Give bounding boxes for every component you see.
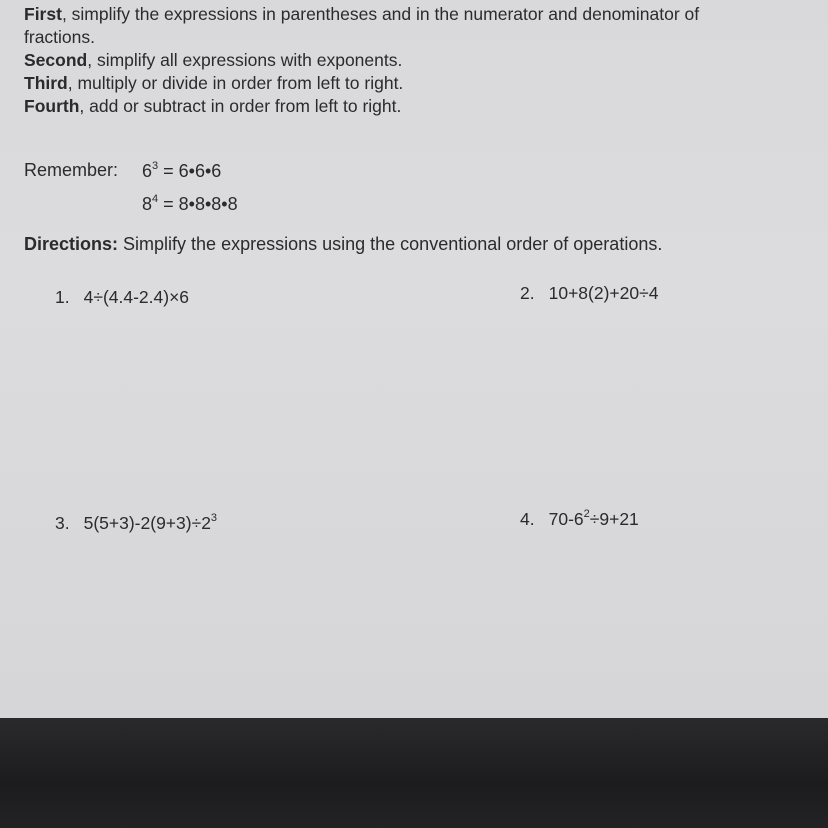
exponent-example-2: $8^4$ = 8•8•8•8 [142,193,238,214]
problem-2: 2. 10+8(2)+20÷4 [520,283,659,303]
problem-3: 3. $5(5+3)-2(9+3)\div 2^3$ [55,512,218,533]
problem-1: 1. 4÷(4.4-2.4)×6 [55,287,190,307]
rule-fourth: Fourth, add or subtract in order from left to right. [24,96,402,116]
problem-4: 4. $70-6^2\div 9+21$ [520,508,639,529]
rule-third: Third, multiply or divide in order from left to right. [24,73,404,93]
directions: Directions: Simplify the expressions using the conventional order of operations. [24,234,663,254]
dark-background-surface [0,718,828,828]
order-of-operations-rules [24,3,824,118]
rule-first: First, simplify the expressions in parentheses and in the numerator and denominator of [24,4,700,24]
exponent-example-1: $6^3$ = 6•6•6 [142,160,222,181]
rule-first-continued: fractions. [24,27,95,47]
rule-second: Second, simplify all expressions with exponents. [24,50,403,70]
remember-label: Remember: [24,160,119,180]
